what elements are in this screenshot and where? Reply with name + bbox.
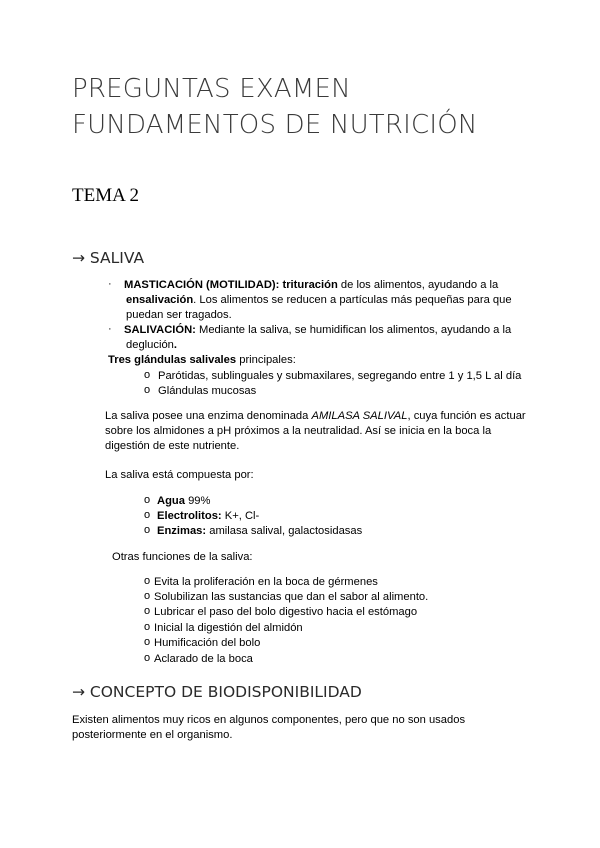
- glands-bold: Tres glándulas salivales: [108, 354, 237, 366]
- other-item-6: Aclarado de la boca: [154, 653, 253, 665]
- circle-marker: o: [144, 605, 151, 617]
- amilasa-para-line-3: digestión de este nutriente.: [105, 440, 240, 452]
- enzimas-text: amilasa salival, galactosidasas: [206, 525, 363, 537]
- gland-item-2: Glándulas mucosas: [158, 385, 257, 397]
- glands-intro: [108, 353, 296, 368]
- other-item-3: Lubricar el paso del bolo digestivo hacia el estómago: [154, 606, 418, 618]
- salivacion-bold: SALIVACIÓN:: [124, 324, 196, 336]
- page-title-line-1: PREGUNTAS EXAMEN: [72, 74, 351, 104]
- electrolitos-bold: Electrolitos:: [157, 510, 222, 522]
- para-text-b: , cuya función es actuar: [407, 410, 526, 422]
- glands-text: principales:: [236, 354, 296, 366]
- biodisp-line-1: Existen alimentos muy ricos en algunos componentes, pero que no son usados: [72, 714, 466, 726]
- other-item-4: Inicial la digestión del almidón: [154, 622, 303, 634]
- tema-heading: TEMA 2: [72, 185, 140, 206]
- bullet-marker: ·: [108, 323, 112, 335]
- amilasa-italic: AMILASA SALIVAL: [311, 410, 408, 422]
- circle-marker: o: [144, 509, 151, 521]
- amilasa-para-line-2: sobre los almidones a pH próximos a la neutralidad. Así se inicia en la boca la: [105, 425, 492, 437]
- circle-marker: o: [144, 524, 151, 536]
- saliva-heading: → SALIVA: [72, 249, 145, 267]
- biodisp-line-2: posteriormente en el organismo.: [72, 729, 233, 741]
- masticacion-bold: MASTICACIÓN (MOTILIDAD): trituración: [124, 279, 338, 291]
- other-item-2: Solubilizan las sustancias que dan el sabor al alimento.: [154, 591, 429, 603]
- masticacion-line-3: puedan ser tragados.: [126, 309, 232, 321]
- circle-marker: o: [144, 575, 151, 587]
- deglucion-text: deglución: [126, 339, 174, 351]
- agua-bold: Agua: [157, 495, 185, 507]
- deglucion-period: .: [173, 339, 178, 351]
- salivacion-text: Mediante la saliva, se humidifican los alimentos, ayudando a la: [195, 324, 512, 336]
- biodisponibilidad-heading: → CONCEPTO DE BIODISPONIBILIDAD: [72, 683, 362, 701]
- masticacion-line-1: [124, 278, 498, 293]
- circle-marker: o: [144, 636, 151, 648]
- enzimas-bold: Enzimas:: [157, 525, 207, 537]
- masticacion-text: de los alimentos, ayudando a la: [337, 279, 499, 291]
- circle-marker: o: [144, 384, 151, 396]
- masticacion-text-2: . Los alimentos se reducen a partículas más pequeñas para que: [193, 294, 512, 306]
- salivacion-line-2: [126, 338, 177, 353]
- electrolitos-text: K+, Cl-: [221, 510, 260, 522]
- component-electrolitos: [157, 509, 259, 524]
- circle-marker: o: [144, 494, 151, 506]
- other-functions-heading: Otras funciones de la saliva:: [112, 551, 253, 563]
- circle-marker: o: [144, 369, 151, 381]
- agua-text: 99%: [184, 495, 211, 507]
- bullet-marker: ·: [108, 278, 112, 290]
- ensalivacion-bold: ensalivación: [126, 294, 194, 306]
- component-enzimas: [157, 524, 362, 539]
- other-item-5: Humificación del bolo: [154, 637, 261, 649]
- para-text-a: La saliva posee una enzima denominada: [105, 410, 312, 422]
- masticacion-line-2: [126, 293, 512, 308]
- component-agua: [157, 494, 210, 509]
- amilasa-para-line-1: [105, 409, 526, 424]
- other-item-1: Evita la proliferación en la boca de gérmenes: [154, 576, 378, 588]
- circle-marker: o: [144, 621, 151, 633]
- circle-marker: o: [144, 590, 151, 602]
- salivacion-line-1: [124, 323, 511, 338]
- gland-item-1: Parótidas, sublinguales y submaxilares, segregando entre 1 y 1,5 L al día: [158, 370, 522, 382]
- circle-marker: o: [144, 652, 151, 664]
- page-title-line-2: FUNDAMENTOS DE NUTRICIÓN: [72, 110, 478, 140]
- composed-heading: La saliva está compuesta por:: [105, 469, 254, 481]
